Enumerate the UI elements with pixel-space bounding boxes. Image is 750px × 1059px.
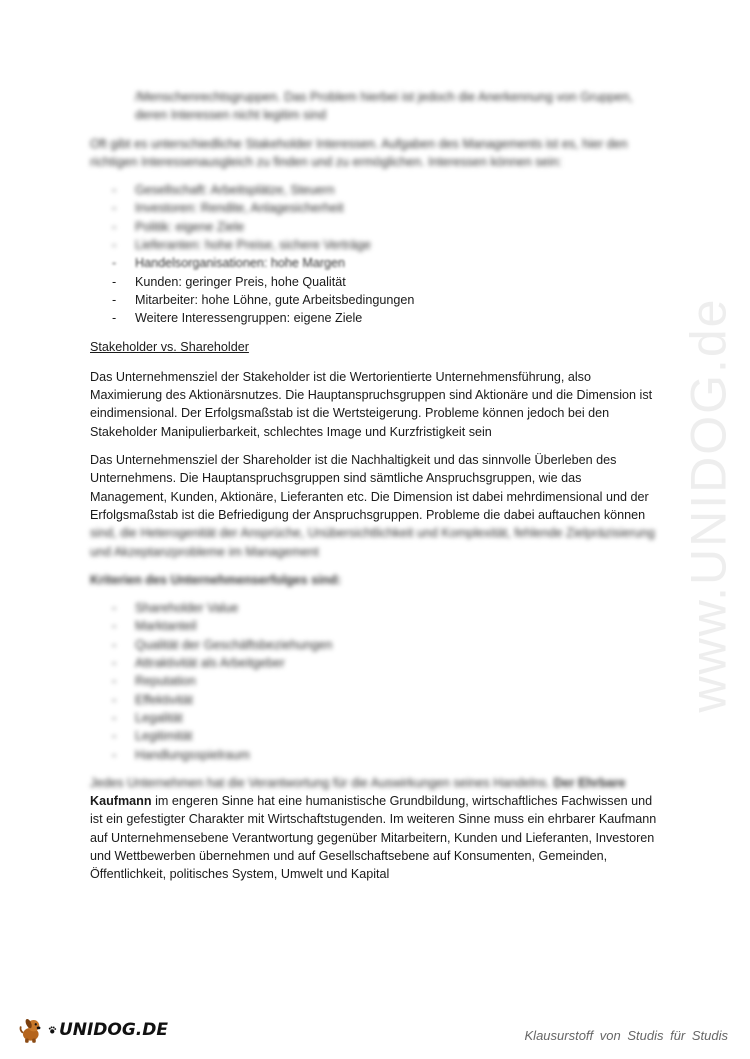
list-item: - Reputation [90, 672, 660, 690]
list-item: - Investoren: Rendite, Anlagesicherheit [90, 199, 660, 217]
closing-bold-blurred: Der Ehrbare [553, 775, 626, 790]
closing-lead-blurred: Jedes Unternehmen hat die Verantwortung für die Auswirkungen seines Handelns. [90, 775, 550, 790]
dash-bullet: - [112, 238, 117, 253]
dash-bullet: - [112, 747, 117, 762]
list-item: - Legalität [90, 709, 660, 727]
list-item: - Effektivität [90, 691, 660, 709]
dash-bullet: - [112, 183, 117, 198]
list-item: - Legitimität [90, 727, 660, 745]
dash-bullet: - [112, 256, 117, 271]
dash-bullet: - [112, 637, 117, 652]
paw-icon [48, 1024, 57, 1036]
list-item: - Handelsorganisationen: hohe Margen [90, 254, 660, 272]
footer-logo[interactable] [18, 1010, 168, 1050]
closing-text: im engeren Sinne hat eine humanistische Grundbildung, wirtschaftliches Fachwissen und ist ein gefestigter Charakter mit Wirtschaftstugenden. Im weiteren Sinne muss ein ehrbarer Kaufmann auf Unternehmensebene Verantwortung gegenüber Mitarbeitern, Kunden und Lieferanten, Investoren und Wettbewerben übernehmen und auf Gesellschaftsebene auf Konsumenten, Gemeinden, Öffentlichkeit, politisches System, Umwelt und Kapital [90, 794, 657, 882]
shareholder-paragraph-continuation: sind, die Heterogenität der Ansprüche, Unübersichtlichkeit und Komplexität, fehlende Zielpräzisierung und Akzeptanzprobleme im Management [90, 526, 655, 559]
list-item: - Qualität der Geschäftsbeziehungen [90, 636, 660, 654]
list-item: - Mitarbeiter: hohe Löhne, gute Arbeitsbedingungen [90, 291, 660, 309]
dash-bullet: - [112, 292, 117, 307]
logo-text: UNIDOG.DE [58, 1020, 168, 1040]
intro-paragraph: Oft gibt es unterschiedliche Stakeholder Interessen. Aufgaben des Managements ist es, hier den richtigen Interessenausgleich zu finden und zu ermöglichen. Interessen können sein: [90, 136, 628, 169]
criteria-list [90, 599, 660, 764]
watermark-text: www.UNIDOG.de [680, 297, 736, 713]
interests-list [90, 181, 660, 327]
criteria-heading: Kriterien des Unternehmenserfolges sind: [90, 572, 342, 587]
dog-mascot-icon [18, 1010, 46, 1050]
dash-bullet: - [112, 274, 117, 289]
closing-bold-term: Kaufmann [90, 794, 152, 809]
list-item: - Kunden: geringer Preis, hohe Qualität [90, 273, 660, 291]
footer-tagline: Klausurstoff von Studis für Studis [524, 1028, 728, 1043]
dash-bullet: - [112, 710, 117, 725]
watermark [678, 270, 738, 740]
list-item: - Weitere Interessengruppen: eigene Ziele [90, 309, 660, 327]
document-content [90, 88, 660, 894]
dash-bullet: - [112, 601, 117, 616]
dash-bullet: - [112, 692, 117, 707]
dash-bullet: - [112, 674, 117, 689]
list-item: - Gesellschaft: Arbeitsplätze, Steuern [90, 181, 660, 199]
list-item: - Lieferanten: hohe Preise, sichere Verträge [90, 236, 660, 254]
list-item: - Marktanteil [90, 617, 660, 635]
dash-bullet: - [112, 656, 117, 671]
intro-continuation: /Menschenrechtsgruppen. Das Problem hierbei ist jedoch die Anerkennung von Gruppen, deren Interessen nicht legitim sind [135, 90, 633, 123]
section-heading: Stakeholder vs. Shareholder [90, 339, 249, 354]
closing-paragraph [90, 792, 660, 883]
list-item: - Shareholder Value [90, 599, 660, 617]
shareholder-paragraph: Das Unternehmensziel der Shareholder ist die Nachhaltigkeit und das sinnvolle Überleben des Unternehmens. Die Hauptanspruchsgruppen sind sämtliche Anspruchsgruppen, wie das Management, Kunden, Aktionäre, Lieferanten etc. Die Dimension ist dabei mehrdimensional und der Erfolgsmaßstab ist die Befriedigung der Anspruchsgruppen. Probleme die dabei auftauchen können [90, 453, 649, 522]
stakeholder-paragraph: Das Unternehmensziel der Stakeholder ist die Wertorientierte Unternehmensführung, also Maximierung des Aktionärsnutzes. Die Hauptanspruchsgruppen sind Aktionäre und die Dimension ist eindimensional. Der Erfolgsmaßstab ist die Wertsteigerung. Probleme können jedoch bei den Stakeholder Manipulierbarkeit, schlechtes Image und Kurzfristigkeit sein [90, 369, 653, 439]
dash-bullet: - [112, 219, 117, 234]
closing-lead-line [90, 774, 660, 792]
dash-bullet: - [112, 311, 117, 326]
dash-bullet: - [112, 619, 117, 634]
dash-bullet: - [112, 729, 117, 744]
list-item: - Politik: eigene Ziele [90, 218, 660, 236]
list-item: - Attraktivität als Arbeitgeber [90, 654, 660, 672]
list-item: - Handlungsspielraum [90, 746, 660, 764]
dash-bullet: - [112, 201, 117, 216]
